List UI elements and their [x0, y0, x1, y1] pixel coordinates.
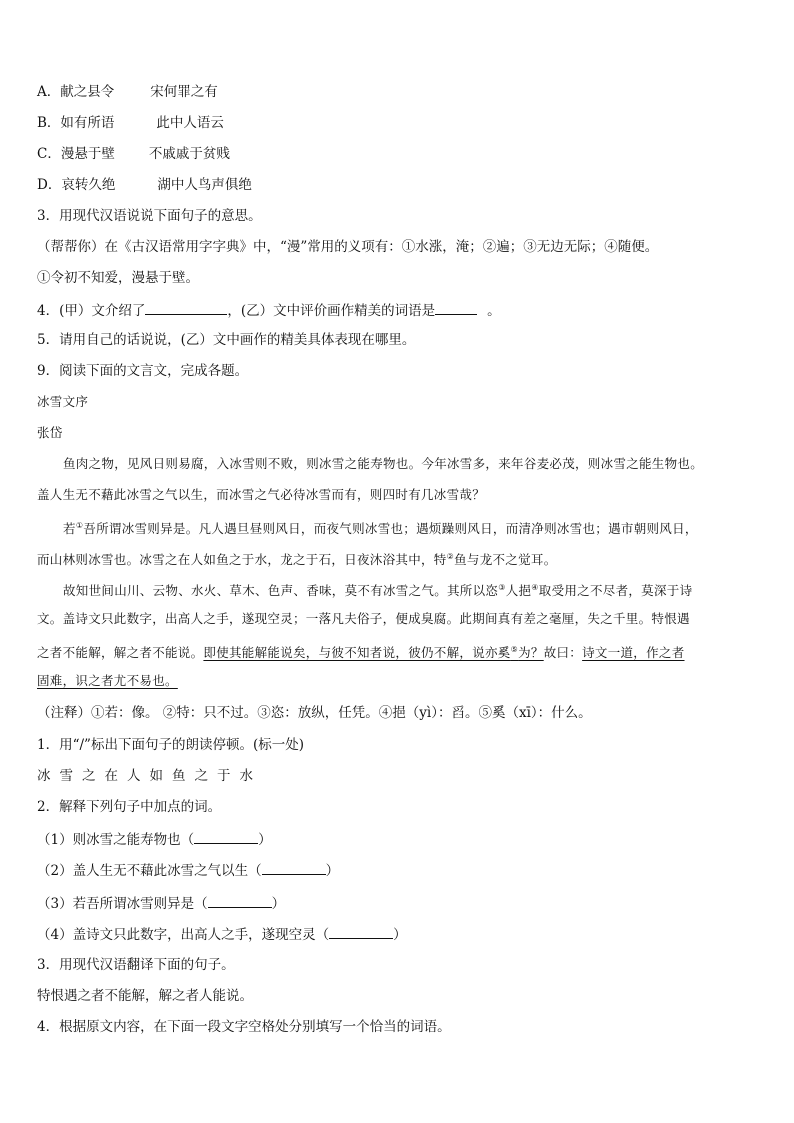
- answer-blank[interactable]: [194, 829, 258, 844]
- sub-question-1-sentence: 冰雪之在人如鱼之于水: [37, 768, 262, 784]
- passage-title: 冰雪文序: [37, 394, 89, 409]
- sub-question-2-item-2: [37, 860, 339, 880]
- question-9: 9．阅读下面的文言文，完成各题。: [37, 363, 249, 379]
- option-c: [37, 145, 230, 163]
- question-3: 3．用现代汉语说说下面句子的意思。: [37, 208, 262, 224]
- text-span: 而山林则冰雪也。冰雪之在人如鱼之于水，龙之于石，日夜沐浴其中，特: [37, 552, 447, 568]
- option-c-left: C．漫悬于壁: [37, 146, 115, 162]
- footnote-marker: ②: [446, 552, 455, 561]
- sub-question-2-item-1: [37, 829, 272, 849]
- question-4-part-b: ，(乙）文中评价画作精美的词语是: [227, 303, 436, 319]
- passage-p2-line1: [63, 517, 698, 538]
- underlined-sentence: 诗文一道，作之者: [582, 645, 685, 661]
- underlined-sentence: [203, 645, 543, 660]
- sub-question-1: 1．用“/”标出下面句子的朗读停顿。(标一处): [37, 737, 304, 753]
- text-span: 即使其能解能说矣，与彼不知者说，彼仍不解，说亦奚: [203, 645, 511, 661]
- option-c-right: 不戚戚于贫贱: [148, 146, 230, 162]
- option-d: [37, 176, 252, 194]
- footnote-marker: ④: [531, 583, 539, 592]
- text-span: 之者不能解，解之者不能说。: [37, 645, 204, 661]
- option-b-right: 此中人语云: [156, 115, 224, 131]
- text-span: 取受用之不尽者，莫深于诗: [538, 583, 693, 599]
- text-span: 吾所谓冰雪则异是。凡人遇旦昼则风日，而夜气则冰雪也；遇烦躁则风日，而清净则冰雪也；遇市朝则风日，: [83, 521, 698, 537]
- question-3-sentence: ①令初不知爱，漫悬于壁。: [37, 270, 199, 286]
- option-d-right: 湖中人鸟声俱绝: [157, 177, 252, 193]
- answer-blank[interactable]: [329, 924, 393, 939]
- text-span: 若: [63, 521, 76, 537]
- passage-p3-line2: 文。盖诗文只此数字，出高人之手，遂现空灵；一落凡夫俗子，便成臭腐。此期间真有差之毫厘，失之千里。特恨遇: [37, 611, 690, 626]
- answer-blank[interactable]: [145, 300, 227, 315]
- passage-author: 张岱: [37, 425, 63, 440]
- footnote-marker: ①: [75, 521, 84, 530]
- passage-p3-line4: [37, 672, 178, 690]
- sub-question-2-item-4: [37, 924, 407, 944]
- sub-question-2-item-3: [37, 893, 285, 913]
- passage-p3-line3: [37, 641, 685, 662]
- text-span: （1）则冰雪之能寿物也（: [37, 832, 195, 848]
- passage-p1-line1: 鱼肉之物，见风日则易腐，入冰雪则不败，则冰雪之能寿物也。今年冰雪多，来年谷麦必茂，则冰雪之能生物也。: [63, 456, 704, 471]
- answer-blank[interactable]: [262, 860, 326, 875]
- option-a: [37, 83, 218, 101]
- text-span: （3）若吾所谓冰雪则异是（: [37, 896, 208, 912]
- footnote-marker: ③: [498, 583, 506, 592]
- answer-blank[interactable]: [435, 300, 477, 315]
- question-3-hint: （帮帮你）在《古汉语常用字字典》中，“漫”常用的义项有：①水涨，淹；②遍；③无边无际；④随便。: [37, 239, 659, 255]
- text-span: ）: [393, 927, 407, 943]
- sub-question-3: 3．用现代汉语翻译下面的句子。: [37, 957, 235, 973]
- text-span: ）: [258, 832, 272, 848]
- text-span: 人挹: [505, 583, 532, 599]
- text-span: 故曰：: [543, 645, 583, 661]
- sub-question-2: 2．解释下列句子中加点的词。: [37, 799, 222, 815]
- passage-p3-line1: [63, 579, 692, 600]
- passage-p2-line2: [37, 548, 557, 569]
- option-a-left: A．献之县令: [37, 84, 115, 100]
- question-5: 5．请用自己的话说说，(乙）文中画作的精美具体表现在哪里。: [37, 332, 416, 348]
- sub-question-4: 4．根据原文内容，在下面一段文字空格处分别填写一个恰当的词语。: [37, 1019, 451, 1035]
- sub-question-3-sentence: 特恨遇之者不能解，解之者人能说。: [37, 988, 253, 1004]
- text-span: 故知世间山川、云物、水火、草木、色声、香味，莫不有冰雪之气。其所以恣: [63, 583, 499, 599]
- question-4-part-a: 4．(甲）文介绍了: [37, 303, 146, 319]
- passage-p1-line2: 盖人生无不藉此冰雪之气以生，而冰雪之气必待冰雪而有，则四时有几冰雪哉？: [37, 487, 486, 502]
- text-span: ）: [325, 863, 340, 879]
- question-4-part-c: 。: [487, 303, 501, 319]
- question-4: [37, 300, 501, 320]
- text-span: ）: [271, 896, 286, 912]
- notes: （注释）①若：像。 ②特：只不过。③恣：放纵，任凭。④挹（yì）：舀。⑤奚（xī）：什么。: [37, 705, 592, 721]
- underlined-sentence: 固难，识之者尤不易也。: [37, 673, 178, 688]
- option-b: [37, 114, 224, 132]
- text-span: 为？: [518, 645, 544, 661]
- answer-blank[interactable]: [208, 893, 272, 908]
- text-span: （4）盖诗文只此数字，出高人之手，遂现空灵（: [37, 927, 330, 943]
- option-a-right: 宋何罪之有: [150, 84, 218, 100]
- option-b-left: B．如有所语: [37, 115, 115, 131]
- text-span: （2）盖人生无不藉此冰雪之气以生（: [37, 863, 262, 879]
- option-d-left: D．哀转久绝: [37, 177, 116, 193]
- footnote-marker: ⑤: [510, 645, 519, 654]
- text-span: 鱼与龙不之觉耳。: [454, 552, 557, 568]
